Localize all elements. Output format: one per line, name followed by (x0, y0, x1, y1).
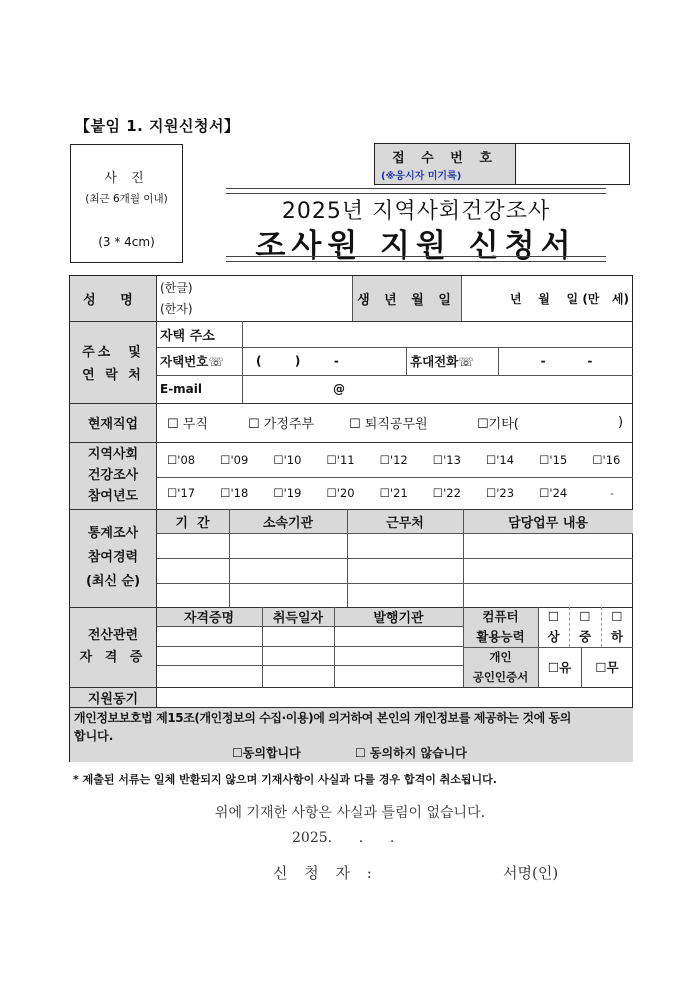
contact-label (70, 321, 156, 403)
career-row-3[interactable] (156, 583, 633, 607)
name-label: 성 명 (70, 276, 156, 321)
public-cert-label-line2: 공인인증서 (472, 670, 529, 684)
year-checkbox-17[interactable]: ☐'17 (167, 486, 196, 500)
year-checkbox-20[interactable]: ☐'20 (326, 486, 355, 500)
grid-line (156, 665, 463, 666)
checkbox-icon: ☐ (547, 609, 560, 624)
public-cert-no[interactable]: ☐무 (595, 660, 619, 675)
job-option-unemployed[interactable]: ☐ 무직 (167, 417, 208, 432)
title-line-1: 2025년 지역사회건강조사 (281, 199, 551, 224)
grid-line (461, 276, 462, 321)
grid-line (156, 276, 157, 707)
signature-field[interactable]: 서명(인) (503, 864, 559, 882)
computer-skill-low[interactable] (601, 607, 633, 647)
declaration-text: 위에 기재한 사항은 사실과 틀림이 없습니다. (214, 805, 486, 821)
grid-line (352, 276, 353, 321)
application-form (69, 275, 633, 762)
participation-label-line1: 지역사회 (87, 447, 139, 462)
year-checkbox-15[interactable]: ☐'15 (539, 452, 568, 467)
grid-line (156, 646, 463, 647)
receipt-label: 접 수 번 호 (392, 151, 498, 166)
title-line-2: 조사원 지원 신청서 (255, 228, 577, 264)
participation-years-label (70, 442, 156, 509)
certificates-label-line2: 자 격 증 (79, 650, 147, 665)
grid-line (156, 558, 633, 559)
computer-skill-high[interactable] (538, 607, 569, 647)
year-checkbox-13[interactable]: ☐'13 (432, 452, 461, 467)
grid-line (498, 347, 499, 375)
grid-line (156, 477, 633, 478)
year-checkbox-10[interactable]: ☐'10 (273, 452, 302, 467)
participation-years-row-1 (167, 442, 632, 477)
motivation-label: 지원동기 (70, 687, 156, 707)
photo-box[interactable] (70, 144, 183, 263)
attachment-title: 【붙임 1. 지원신청서】 (75, 117, 240, 135)
job-option-other[interactable]: ☐기타( (477, 417, 519, 432)
year-checkbox-21[interactable]: ☐'21 (379, 486, 408, 500)
level-high-label: 상 (547, 629, 560, 644)
grid-line (70, 509, 633, 510)
career-label-line3: (최신 순) (85, 574, 141, 589)
photo-label: 사 진 (104, 171, 149, 186)
year-checkbox-11[interactable]: ☐'11 (326, 452, 355, 467)
participation-label-line3: 참여년도 (87, 489, 139, 504)
grid-line (156, 375, 633, 376)
cert-col-name: 자격증명 (156, 607, 262, 626)
date-field[interactable]: 2025. . . (292, 830, 395, 846)
job-option-retired-official[interactable]: ☐ 퇴직공무원 (349, 417, 428, 432)
consent-section (70, 707, 633, 762)
grid-line (156, 347, 633, 348)
grid-line (156, 533, 633, 534)
birth-label: 생 년 월 일 (352, 276, 461, 321)
grid-line (262, 607, 263, 687)
participation-years-row-2 (167, 477, 632, 509)
grid-line (581, 647, 582, 687)
grid-line (70, 442, 633, 443)
consent-text-line2: 합니다. (74, 729, 114, 743)
year-checkbox-23[interactable]: ☐'23 (485, 486, 515, 500)
computer-skill-label-line1: 컴퓨터 (482, 609, 519, 624)
cert-row-1[interactable] (156, 626, 463, 646)
year-checkbox-24[interactable]: ☐'24 (539, 486, 568, 500)
cert-row-3[interactable] (156, 665, 463, 687)
title-bottom-rule (226, 256, 606, 262)
applicant-label: 신 청 자 : (273, 864, 378, 882)
career-label-line1: 통계조사 (87, 526, 139, 541)
grid-line (70, 403, 633, 404)
year-checkbox-16[interactable]: ☐'16 (592, 452, 621, 467)
checkbox-icon: ☐ (611, 609, 623, 624)
home-address-field[interactable] (242, 321, 632, 347)
year-checkbox-09[interactable]: ☐'09 (220, 452, 249, 467)
career-col-period: 기 간 (156, 509, 229, 533)
mobile-field[interactable]: - - (540, 354, 593, 368)
career-col-duties: 담당업무 내용 (463, 509, 633, 533)
document-title (226, 188, 606, 264)
year-checkbox-14[interactable]: ☐'14 (485, 452, 515, 467)
grid-line (229, 509, 230, 607)
consent-agree-checkbox[interactable]: ☐동의합니다 (232, 746, 301, 760)
receipt-label-cell (375, 144, 516, 184)
home-phone-field[interactable]: ( ) - (256, 354, 339, 368)
grid-line (601, 607, 602, 647)
year-checkbox-19[interactable]: ☐'19 (273, 486, 302, 500)
consent-disagree-checkbox[interactable]: ☐ 동의하지 않습니다 (355, 746, 467, 760)
grid-line (463, 647, 633, 648)
career-col-organization: 소속기관 (229, 509, 347, 533)
grid-line (156, 583, 633, 584)
motivation-field[interactable] (156, 687, 633, 707)
year-checkbox-12[interactable]: ☐'12 (379, 452, 408, 467)
receipt-number-field[interactable] (516, 144, 629, 184)
cert-row-2[interactable] (156, 646, 463, 665)
job-option-homemaker[interactable]: ☐ 가정주부 (248, 417, 315, 432)
photo-period: (최근 6개월 이내) (85, 193, 168, 205)
grid-line (347, 509, 348, 607)
career-row-1[interactable] (156, 533, 633, 558)
level-mid-label: 중 (578, 629, 592, 644)
grid-line (569, 607, 570, 647)
grid-line (156, 626, 463, 627)
contact-label-line1: 주소 및 (82, 345, 144, 360)
certificates-label (70, 607, 156, 687)
grid-line (242, 321, 243, 403)
grid-line (70, 321, 633, 322)
home-phone-label: 자택번호☏ (160, 354, 224, 369)
grid-line (70, 707, 633, 708)
public-cert-label (463, 647, 538, 687)
checkbox-icon: ☐ (579, 609, 591, 624)
cert-col-date: 취득일자 (262, 607, 334, 626)
birth-field[interactable]: 년 월 일 (만 세) (509, 292, 629, 306)
email-field[interactable]: @ (333, 382, 345, 396)
photo-size: (3 * 4cm) (98, 235, 155, 249)
grid-line (538, 607, 539, 687)
mobile-label: 휴대전화☏ (410, 354, 474, 369)
job-label: 현재직업 (70, 403, 156, 442)
grid-line (406, 347, 407, 375)
computer-skill-label-line2: 활용능력 (476, 629, 525, 644)
name-korean-field[interactable]: (한글) (160, 281, 193, 295)
home-address-label: 자택 주소 (160, 328, 215, 344)
year-checkbox-08[interactable]: ☐'08 (167, 452, 196, 467)
level-low-label: 하 (610, 629, 624, 644)
year-checkbox-18[interactable]: ☐'18 (220, 486, 249, 500)
consent-text-line1: 개인정보보호법 제15조(개인정보의 수집·이용)에 의거하여 본인의 개인정보를 제공하는 것에 동의 (74, 711, 571, 725)
computer-skill-mid[interactable] (569, 607, 601, 647)
career-row-2[interactable] (156, 558, 633, 583)
certificates-label-line1: 전산관련 (87, 628, 139, 643)
year-placeholder-dash: - (610, 486, 615, 500)
receipt-number-box (374, 143, 630, 185)
year-checkbox-22[interactable]: ☐'22 (432, 486, 461, 500)
job-other-close: ) (618, 415, 624, 430)
public-cert-label-line1: 개인 (489, 650, 512, 664)
receipt-note: (※응시자 미기록) (381, 171, 462, 182)
public-cert-yes[interactable]: ☐유 (547, 660, 572, 675)
name-hanja-field[interactable]: (한자) (160, 302, 193, 316)
career-col-workplace: 근무처 (347, 509, 463, 533)
grid-line (334, 607, 335, 687)
grid-line (463, 509, 464, 687)
submission-notice: * 제출된 서류는 일체 반환되지 않으며 기재사항이 사실과 다를 경우 합격이 취소됩니다. (73, 773, 497, 786)
email-label: E-mail (160, 382, 203, 396)
participation-label-line2: 건강조사 (87, 468, 139, 483)
computer-skill-label (463, 607, 538, 647)
grid-line (70, 607, 633, 608)
cert-col-issuer: 발행기관 (334, 607, 463, 626)
grid-line (70, 687, 633, 688)
contact-label-line2: 연 락 처 (82, 368, 144, 383)
career-label (70, 509, 156, 607)
career-label-line2: 참여경력 (87, 550, 139, 565)
